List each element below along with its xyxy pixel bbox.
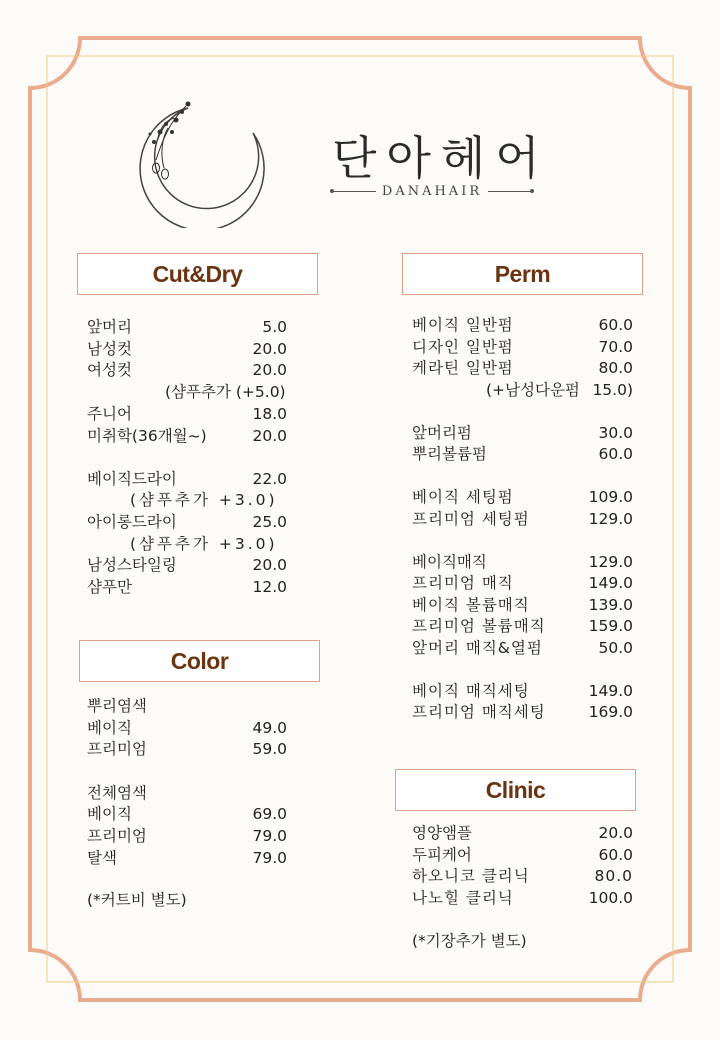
color-note: (*커트비 별도): [87, 891, 187, 909]
brand-name-english: [332, 184, 532, 199]
color-group-label: 뿌리염색: [87, 697, 147, 715]
color-item-price: 49.0: [252, 719, 287, 737]
perm-item-name: 프리미엄 볼륨매직: [412, 617, 546, 635]
perm-item-name: 베이직 세팅펌: [412, 488, 514, 506]
perm-item-price: 60.0: [598, 316, 633, 334]
clinic-item-name: 나노힐 클리닉: [412, 889, 514, 907]
color-item-name: 베이직: [87, 805, 132, 823]
ornament-line: [332, 191, 376, 192]
color-item-name: 베이직: [87, 719, 132, 737]
perm-item-name: 프리미엄 매직: [412, 574, 514, 592]
perm-item-name: 베이직 일반펌: [412, 316, 514, 334]
perm-item-name: 프리미엄 매직세팅: [412, 703, 546, 721]
color-item-price: 59.0: [252, 740, 287, 758]
perm-item-note-price: 15.0): [592, 381, 633, 399]
cut-item-price: 20.0: [252, 556, 287, 574]
cut-item-note: (샴푸추가 (+5.0): [165, 383, 286, 401]
cut-item-price: 20.0: [252, 361, 287, 379]
section-title-perm: Perm: [402, 253, 643, 295]
perm-item-name: 프리미엄 세팅펌: [412, 510, 530, 528]
cut-item-note: (샴푸추가 +3.0): [130, 535, 278, 553]
cut-item-name: 앞머리: [87, 318, 132, 336]
section-title-color: Color: [79, 640, 320, 682]
perm-item-name: 앞머리 매직&열펌: [412, 639, 543, 657]
cut-item-price: 20.0: [252, 427, 287, 445]
cut-item-name: 베이직드라이: [87, 470, 177, 488]
cut-item-price: 18.0: [252, 405, 287, 423]
perm-item-price: 80.0: [598, 359, 633, 377]
perm-item-price: 50.0: [598, 639, 633, 657]
moon-logo-icon: [138, 98, 283, 228]
perm-item-price: 109.0: [588, 488, 633, 506]
clinic-note: (*기장추가 별도): [412, 932, 527, 950]
color-item-name: 탈색: [87, 849, 117, 867]
cut-item-name: 남성컷: [87, 340, 132, 358]
cut-item-price: 12.0: [252, 578, 287, 596]
section-title-clinic: Clinic: [395, 769, 636, 811]
color-item-name: 프리미엄: [87, 740, 147, 758]
perm-item-name: 베이직 볼륨매직: [412, 596, 530, 614]
perm-item-name: 케라틴 일반펌: [412, 359, 514, 377]
color-item-price: 69.0: [252, 805, 287, 823]
cut-item-price: 20.0: [252, 340, 287, 358]
clinic-item-name: 영양앰플: [412, 824, 472, 842]
cut-item-name: 샴푸만: [87, 578, 132, 596]
clinic-item-name: 두피케어: [412, 846, 472, 864]
perm-item-price: 30.0: [598, 424, 633, 442]
perm-item-name: 베이직매직: [412, 553, 487, 571]
cut-item-price: 25.0: [252, 513, 287, 531]
color-item-price: 79.0: [252, 849, 287, 867]
cut-item-price: 22.0: [252, 470, 287, 488]
perm-item-name: 베이직 매직세팅: [412, 682, 530, 700]
cut-item-name: 아이롱드라이: [87, 513, 177, 531]
clinic-item-price: 80.0: [594, 867, 633, 885]
brand-name-english-text: DANAHAIR: [381, 184, 483, 199]
cut-item-price: 5.0: [262, 318, 287, 336]
color-item-name: 프리미엄: [87, 827, 147, 845]
cut-item-name: 여성컷: [87, 361, 132, 379]
perm-item-price: 159.0: [588, 617, 633, 635]
cut-item-name: 미취학(36개월~): [87, 427, 207, 445]
perm-item-price: 149.0: [588, 574, 633, 592]
clinic-item-price: 100.0: [588, 889, 633, 907]
color-group-label: 전체염색: [87, 784, 147, 802]
section-title-cut: Cut&Dry: [77, 253, 318, 295]
brand-name-korean: 단아헤어: [332, 131, 550, 185]
clinic-item-price: 60.0: [598, 846, 633, 864]
perm-item-name: 앞머리펌: [412, 424, 472, 442]
cut-item-note: (샴푸추가 +3.0): [130, 491, 278, 509]
perm-item-price: 149.0: [588, 682, 633, 700]
clinic-item-name: 하오니코 클리닉: [412, 867, 530, 885]
clinic-item-price: 20.0: [598, 824, 633, 842]
perm-item-price: 60.0: [598, 445, 633, 463]
perm-item-price: 70.0: [598, 338, 633, 356]
cut-item-name: 남성스타일링: [87, 556, 177, 574]
color-item-price: 79.0: [252, 827, 287, 845]
perm-item-price: 129.0: [588, 553, 633, 571]
ornament-line: [488, 191, 532, 192]
perm-item-note: (+남성다운펌: [486, 381, 580, 399]
perm-item-price: 139.0: [588, 596, 633, 614]
perm-item-price: 129.0: [588, 510, 633, 528]
perm-item-price: 169.0: [588, 703, 633, 721]
cut-item-name: 주니어: [87, 405, 132, 423]
perm-item-name: 디자인 일반펌: [412, 338, 514, 356]
perm-item-name: 뿌리볼륨펌: [412, 445, 487, 463]
